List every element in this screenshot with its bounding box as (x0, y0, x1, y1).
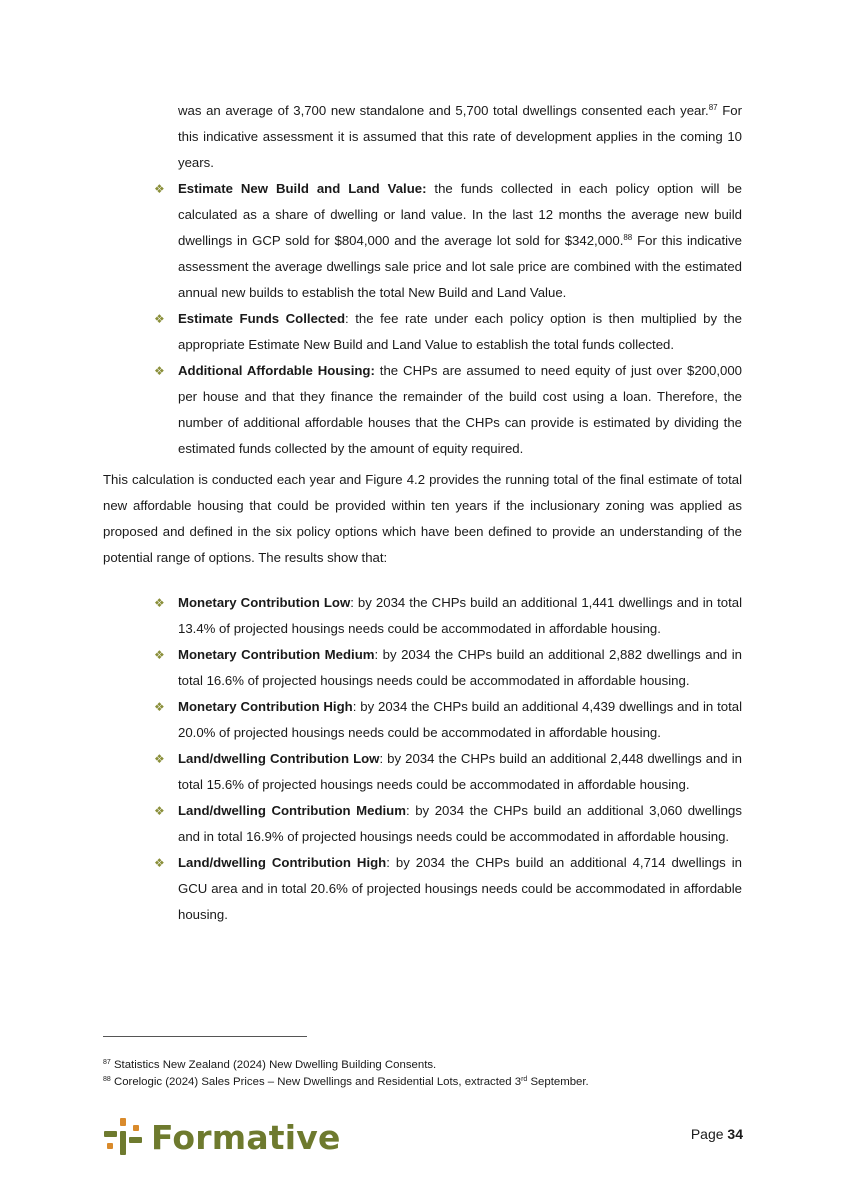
footnote-ref-88[interactable]: 88 (623, 233, 633, 242)
list-item-title: Monetary Contribution Low (178, 595, 351, 610)
results-list (154, 590, 742, 928)
list-item-text: the funds collected in each policy option will be calculated as a share of dwelling or land value. In the last 12 months the average new build dwellings in GCP sold for $804,000 and the average lot sold for $342,000. (178, 181, 742, 248)
list-item-text: : by 2034 the CHPs build an additional 1,441 dwellings and in total 13.4% of projected housings needs could be accommodated in affordable housing. (178, 595, 742, 636)
list-item-text: : by 2034 the CHPs build an additional 2,882 dwellings and in total 16.6% of projected housings needs could be accommodated in affordable housing. (178, 647, 742, 688)
page-number (691, 1126, 743, 1142)
list-item-text: : by 2034 the CHPs build an additional 2,448 dwellings and in total 15.6% of projected housings needs could be accommodated in affordable housing. (178, 751, 742, 792)
continuation-text (178, 98, 742, 176)
diamond-bullet-icon: ❖ (154, 364, 165, 378)
list-item-text-cont: For this indicative assessment the average dwellings sale price and lot sale price are combined with the estimated annual new builds to establish the total New Build and Land Value. (178, 233, 742, 300)
formative-logo-icon (103, 1117, 143, 1157)
list-item-title: Estimate New Build and Land Value: (178, 181, 427, 196)
formative-logo (103, 1117, 341, 1157)
page-label: Page (690, 1126, 728, 1142)
list-item-text: the CHPs are assumed to need equity of just over $200,000 per house and that they finance the remainder of the build cost using a loan. Therefore, the number of additional affordable houses that the CHPs can provide is estimated by dividing the estimated funds collected by the amount of equity required. (178, 363, 742, 456)
footnote-number: 87 (103, 1059, 111, 1066)
footnote-text: Statistics New Zealand (2024) New Dwelling Building Consents. (110, 1059, 437, 1071)
list-item-title: Land/dwelling Contribution Medium (178, 803, 406, 818)
list-item-text: : the fee rate under each policy option is then multiplied by the appropriate Estimate New Build and Land Value to establish the total funds collected. (178, 311, 742, 352)
diamond-bullet-icon: ❖ (154, 182, 165, 196)
list-item (154, 590, 742, 642)
list-item (154, 746, 742, 798)
list-item-title: Land/dwelling Contribution High (178, 855, 387, 870)
page-number-value: 34 (727, 1126, 743, 1142)
list-item-title: Monetary Contribution High (178, 699, 353, 714)
footnote-number: 88 (103, 1076, 111, 1083)
diamond-bullet-icon: ❖ (154, 752, 165, 766)
list-item-title: Additional Affordable Housing: (178, 363, 375, 378)
diamond-bullet-icon: ❖ (154, 700, 165, 714)
footnote-text: Corelogic (2024) Sales Prices – New Dwellings and Residential Lots, extracted 3 (110, 1076, 522, 1088)
footnote-separator (103, 1036, 307, 1037)
results-intro-paragraph: This calculation is conducted each year and Figure 4.2 provides the running total of the final estimate of total new affordable housing that could be provided within ten years if the inclusionary zoning was applied as proposed and defined in the six policy options which have been defined to provide an understanding of the potential range of options. The results show that: (103, 472, 742, 565)
diamond-bullet-icon: ❖ (154, 648, 165, 662)
list-item (154, 694, 742, 746)
continuation-text-b: For this indicative assessment it is assumed that this rate of development applies in the coming 10 years. (178, 103, 743, 170)
footnote-88 (103, 1074, 742, 1091)
diamond-bullet-icon: ❖ (154, 804, 165, 818)
list-item (154, 642, 742, 694)
list-item-text: : by 2034 the CHPs build an additional 4,439 dwellings and in total 20.0% of projected housings needs could be accommodated in affordable housing. (178, 699, 742, 740)
list-item-text: : by 2034 the CHPs build an additional 4,714 dwellings in GCU area and in total 20.6% of projected housings needs could be accommodated in affordable housing. (178, 855, 743, 922)
list-item (154, 798, 742, 850)
footnotes (103, 1057, 742, 1091)
ordinal-suffix: rd (521, 1076, 528, 1083)
method-steps-list (154, 176, 742, 462)
list-item (154, 176, 742, 306)
list-item (154, 306, 742, 358)
footnote-ref-87[interactable]: 87 (708, 103, 718, 112)
list-item-title: Land/dwelling Contribution Low (178, 751, 380, 766)
footnote-87 (103, 1057, 742, 1074)
diamond-bullet-icon: ❖ (154, 856, 165, 870)
list-item-title: Estimate Funds Collected (178, 311, 346, 326)
list-item (154, 358, 742, 462)
continuation-text-a: was an average of 3,700 new standalone and 5,700 total dwellings consented each year. (178, 103, 709, 118)
list-item (154, 850, 742, 928)
list-item-text: : by 2034 the CHPs build an additional 3,060 dwellings and in total 16.9% of projected housings needs could be accommodated in affordable housing. (178, 803, 742, 844)
diamond-bullet-icon: ❖ (154, 596, 165, 610)
list-item-title: Monetary Contribution Medium (178, 647, 375, 662)
footnote-text-end: September. (527, 1076, 589, 1088)
logo-wordmark: Formative (151, 1117, 341, 1157)
diamond-bullet-icon: ❖ (154, 312, 165, 326)
